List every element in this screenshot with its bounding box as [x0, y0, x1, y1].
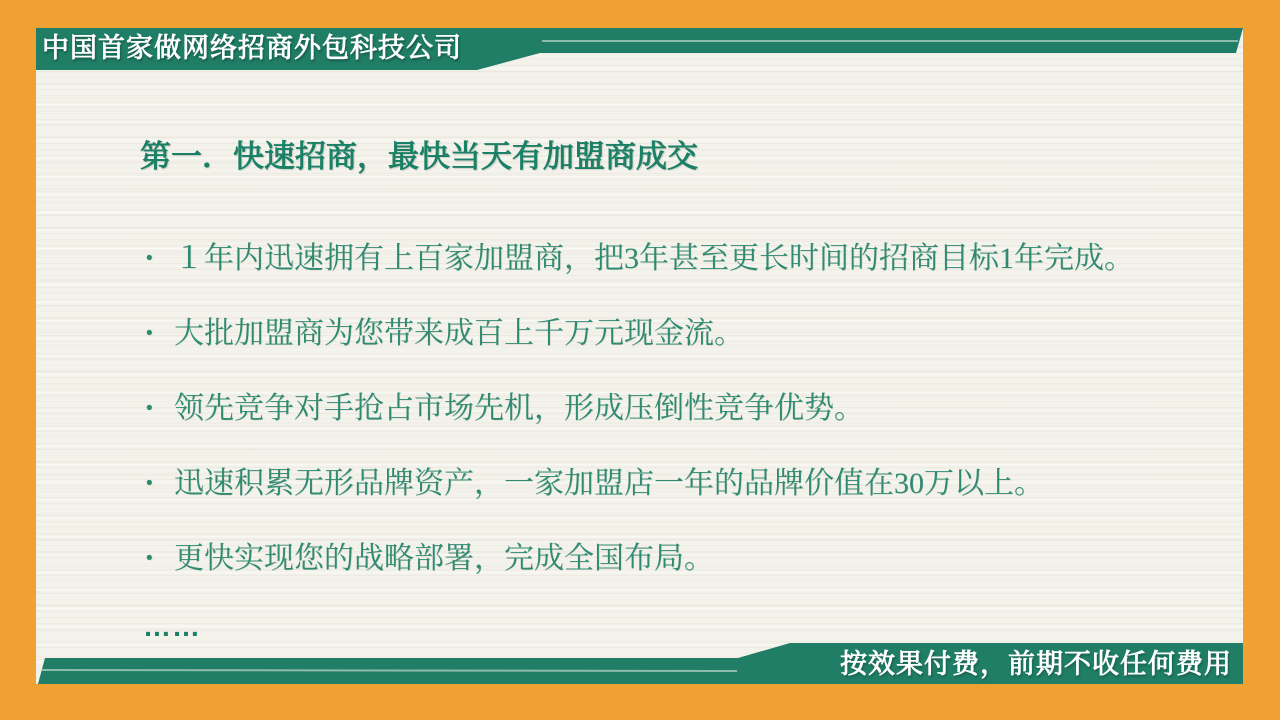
bullet-item — [146, 315, 744, 353]
top-banner-text: 中国首家做网络招商外包科技公司 — [42, 33, 462, 63]
bullet-item — [146, 465, 1044, 503]
bottom-banner-text: 按效果付费，前期不收任何费用 — [840, 649, 1232, 679]
bullet-text: 领先竞争对手抢占市场先机，形成压倒性竞争优势。 — [174, 392, 864, 425]
bullet-marker: • — [146, 473, 153, 494]
bullet-text: 大批加盟商为您带来成百上千万元现金流。 — [174, 317, 744, 350]
bullet-item — [146, 540, 714, 578]
ellipsis-text: …… — [143, 611, 201, 642]
bullet-marker: • — [146, 548, 153, 569]
bullet-text: 更快实现您的战略部署，完成全国布局。 — [174, 542, 714, 575]
bullet-marker: • — [146, 323, 153, 344]
slide-background — [36, 28, 1243, 684]
slide-title: 第一．快速招商，最快当天有加盟商成交 — [140, 139, 698, 174]
bullet-item — [146, 390, 864, 428]
bullet-item — [146, 240, 1134, 278]
bullet-text: 迅速积累无形品牌资产，一家加盟店一年的品牌价值在30万以上。 — [174, 467, 1044, 500]
bullet-marker: • — [146, 398, 153, 419]
bullet-text: １年内迅速拥有上百家加盟商，把3年甚至更长时间的招商目标1年完成。 — [174, 242, 1134, 275]
bullet-marker: • — [146, 248, 153, 269]
